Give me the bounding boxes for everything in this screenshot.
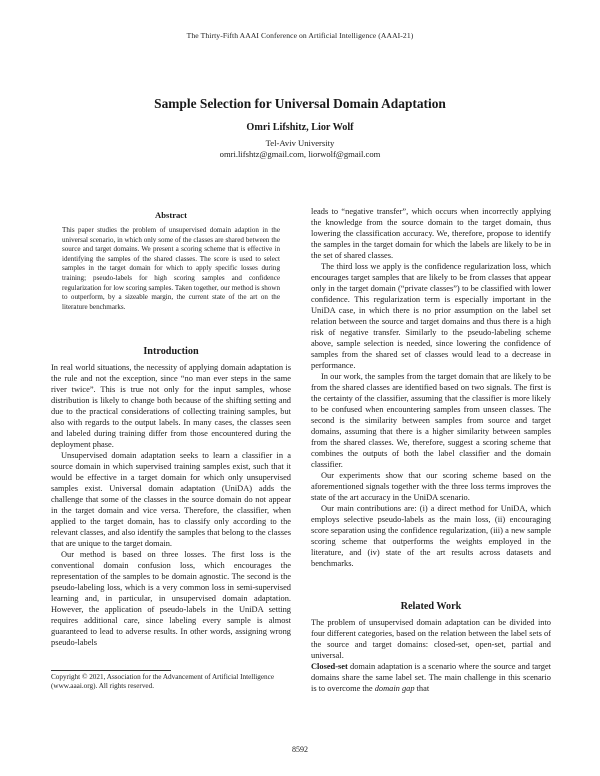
right-paragraph-2: The third loss we apply is the confidence regularization loss, which encourages target samples that are likely to be from classes that appear only in the target domain (“private classes”) to be classified with lower confidence. This regularization term is especially important in the UniDA case, in which there is no prior assumption on the label set relation between the source and target domains and thus there is a high risk of negative transfer. Similarly to the pseudo-labeling scheme above, sample selection is needed, since lowering the confidence of samples from the shared set of classes would lead to a decrease in performance. bbox=[311, 262, 551, 370]
right-column-body bbox=[311, 206, 551, 569]
abstract-heading: Abstract bbox=[155, 210, 187, 220]
intro-paragraph-1: In real world situations, the necessity of applying domain adaptation is the rule and not the exception, since “no man ever steps in the same river twice”. This is true not only for the input samples, whose distribution is likely to change both because of the shifting setting and due to the practical considerations of collecting training samples, but also with regards to the output labels. In many cases, the classes seen and labeled during training differ from those encountered during the deployment phase. bbox=[51, 363, 291, 449]
related-work-paragraph-1: The problem of unsupervised domain adaptation can be divided into four different categories, based on the relation between the label sets of the source and target domains: closed-set, open-set, partial and universal. bbox=[311, 618, 551, 660]
authors: Omri Lifshitz, Lior Wolf bbox=[246, 122, 354, 133]
page-number: 8592 bbox=[292, 745, 308, 754]
related-work-heading: Related Work bbox=[400, 601, 462, 612]
introduction-body bbox=[51, 362, 291, 648]
intro-paragraph-3: Our method is based on three losses. The first loss is the conventional domain confusion loss, which encourages the representation of the samples to be domain agnostic. The second is the pseudo-labeling loss, which is a very common loss in semi-supervised learning and, in particular, in unsupervised domain adaptation. However, the application of pseudo-labels in the UniDA setting requires additional care, since labeling every sample is almost guaranteed to lead to adverse results. In other words, assigning wrong pseudo-labels bbox=[51, 550, 291, 647]
abstract-text: This paper studies the problem of unsupervised domain adaption in the universal scenario, in which only some of the classes are shared between the source and target domains. We present a scoring scheme that is effective in identifying the samples of the shared classes. The score is used to select samples in the target domain for which to apply specific losses during training; pseudo-labels for high scoring samples and confidence regularization for low scoring samples. Taken together, our method is shown to outperform, by a sizeable margin, the current state of the art on the literature benchmarks. bbox=[62, 226, 280, 311]
intro-paragraph-2: Unsupervised domain adaptation seeks to learn a classifier in a source domain in which supervised training samples exist, such that it would be effective in a target domain for which only unsupervised samples exist. Universal domain adaptation (UniDA) adds the challenge that some of the classes in the source domain do not appear in the target domain and vice versa. Therefore, the classifier, when applied to the target domain, has to classify only according to the relevant classes, and also identify the samples that belong to the classes that are unique to the target domain. bbox=[51, 451, 291, 548]
paper-title: Sample Selection for Universal Domain Adaptation bbox=[154, 96, 446, 111]
right-paragraph-5: Our main contributions are: (i) a direct method for UniDA, which employs selective pseudo-labels as the main loss, (ii) encouraging score separation using the confidence regularization, (iii) a new sample scoring scheme that outperforms the weights employed in the literature, and (iv) state of the art results across datasets and benchmarks. bbox=[311, 504, 551, 568]
copyright-notice: Copyright © 2021, Association for the Advancement of Artificial Intelligence (www.aaai.org). All rights reserved. bbox=[51, 673, 275, 691]
footnote-rule bbox=[51, 670, 171, 671]
right-paragraph-3: In our work, the samples from the target domain that are likely to be from the shared classes are identified based on two signals. The first is the certainty of the classifier, assuming that the classifier is more likely to be confused when encountering samples from unseen classes. The second is the similarity between samples from source and target domains, assuming that there is a higher similarity between samples from the shared classes. We, therefore, suggest a scoring scheme that combines the outputs of both the label classifier and the domain classifier. bbox=[311, 372, 551, 469]
introduction-heading: Introduction bbox=[143, 346, 199, 357]
domain-gap-term: domain gap bbox=[374, 684, 415, 693]
affiliation: Tel-Aviv University bbox=[265, 138, 335, 148]
affiliation-block bbox=[0, 138, 600, 160]
related-work-paragraph-2 bbox=[311, 661, 551, 694]
right-paragraph-1: leads to “negative transfer”, which occurs when incorrectly applying the knowledge from the source domain to the target domain, thus lowering the classification accuracy. We, therefore, propose to identify the samples in the target domain for which the labels are likely to be in the set of shared classes. bbox=[311, 207, 551, 260]
related-work-body bbox=[311, 617, 551, 694]
closed-set-label: Closed-set bbox=[311, 662, 348, 671]
closed-set-text: domain adaptation is a scenario where the source and target domains share the same label set. The main challenge in this scenario is to overcome the bbox=[311, 662, 551, 693]
closed-set-end: that bbox=[414, 684, 430, 693]
emails: omri.lifshtz@gmail.com, liorwolf@gmail.com bbox=[219, 149, 381, 159]
conference-header: The Thirty-Fifth AAAI Conference on Artificial Intelligence (AAAI-21) bbox=[186, 31, 414, 40]
right-paragraph-4: Our experiments show that our scoring scheme based on the aforementioned signals together with the three loss terms improves the state of the art accuracy in the UniDA scenario. bbox=[311, 471, 551, 502]
